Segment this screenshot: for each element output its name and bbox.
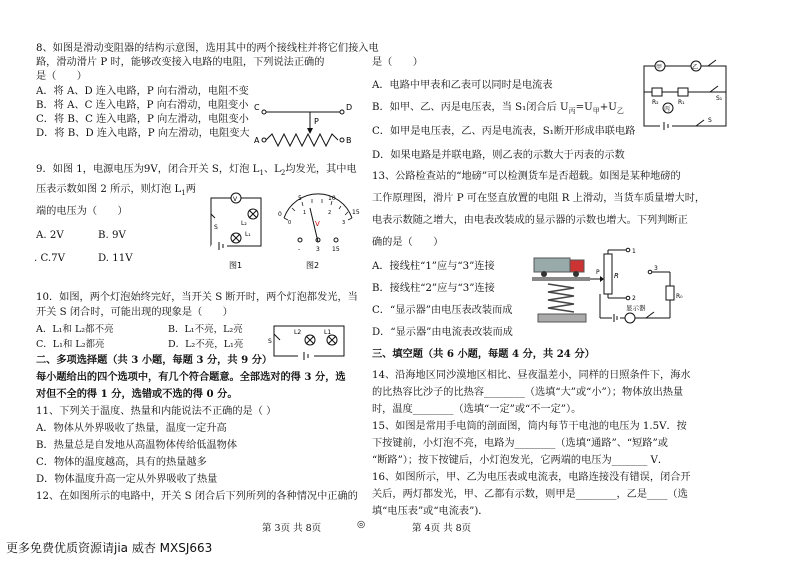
scale2-1: 1 <box>303 210 307 216</box>
q12-option-d: D．如果电路是并联电路，则乙表的示数大于丙表的示数 <box>372 150 625 161</box>
meter-unit-v: V <box>315 220 320 228</box>
q10-option-a: A．L₁和 L₂都不亮 <box>36 324 114 335</box>
s1-label: S₁ <box>716 95 723 102</box>
q13-line-2: 工作原理图，滑片 P 可在竖直放置的电阻 R 上滑动，当货车质量增大时， <box>372 193 706 204</box>
q11-option-a: A．物体从外界吸收了热量，温度一定升高 <box>36 423 227 434</box>
section3-heading: 三、填空题（共 6 小题，每题 4 分，共 24 分） <box>372 348 595 360</box>
q12-option-b: B．如甲、乙、丙是电压表，当 S₁闭合后 $U_丙=U_甲+U_乙$ <box>372 102 624 116</box>
r2-label: R₂ <box>652 99 659 106</box>
q9-option-a: A. 2V <box>36 230 64 241</box>
q16-line-3: 填“电压表”或“电流表”)． <box>372 506 489 517</box>
q13-option-b: B．接线柱“2”应与“3”连接 <box>372 283 495 294</box>
q13-line-1: 13、公路检查站的“地磅”可以检测货车是否超载。如图是某种地磅的 <box>372 171 681 182</box>
meter-yi: 乙 <box>692 64 699 71</box>
q13-option-c: C．“显示器”由电压表改装而成 <box>372 305 513 316</box>
q10-circuit-figure <box>270 320 350 362</box>
q13-option-a: A．接线柱“1”应与“3”连接 <box>372 261 495 272</box>
scale-0: 0 <box>278 211 282 218</box>
terminal-15: 15 <box>332 246 340 253</box>
q10-l1-label: L1 <box>324 329 332 336</box>
rheostat-label-c: C <box>254 103 260 112</box>
q13-line-4: 确的是（ ） <box>372 237 444 248</box>
section2-heading: 二、多项选择题（共 3 小题，每题 3 分，共 9 分） <box>36 354 273 366</box>
slider-p-label: P <box>596 269 600 276</box>
q8-line-2: 路，滑动滑片 P 时，能够改变接入电路的电阻，下列说法正确的 <box>36 57 325 68</box>
q8-line-3: 是（ ） <box>36 71 87 82</box>
q13-option-d: D．“显示器”由电流表改装而成 <box>372 327 513 338</box>
q8-rheostat-figure <box>254 98 353 150</box>
s-label: S <box>708 117 712 124</box>
section2-instructions-2: 对但不全的得 1 分，选错或不选的得 0 分。 <box>36 388 238 400</box>
display-label: 显示器 <box>626 304 646 312</box>
q8-option-c: C．将 B、C 连入电路，P 向左滑动，电阻变小 <box>36 114 249 125</box>
q11-option-c: C．物体的温度越高，具有的热量越多 <box>36 457 207 468</box>
resistor-r-label: R <box>614 272 619 280</box>
r1-label: R₁ <box>678 99 685 106</box>
scale-10: 10 <box>328 195 336 202</box>
binding-symbol: ◎ <box>357 519 366 530</box>
q8-option-a: A．将 A、D 连入电路，P 向右滑动，电阻不变 <box>36 86 249 97</box>
lamp-l2-label: L₂ <box>241 220 247 227</box>
fig2-caption: 图2 <box>306 261 320 270</box>
switch-s-label: S <box>214 224 218 231</box>
section2-instructions-1: 每小题给出的四个选项中，有几个符合题意。全部选对的得 3 分，选 <box>36 371 346 383</box>
q11-stem: 11、下列关于温度、热量和内能说法不正确的是（ ） <box>36 406 277 417</box>
q12-option-c: C．如甲是电压表，乙、丙是电流表，S₁断开形成串联电路 <box>372 126 636 137</box>
q16-line-1: 16、如图所示，甲、乙为电压表或电流表，电路连接没有错误，闭合开 <box>372 472 691 483</box>
lamp-l1-label: L₁ <box>245 231 251 238</box>
q9-option-c: . C.7V <box>34 253 65 264</box>
scale-15: 15 <box>352 209 360 216</box>
q9-voltmeter-figure <box>278 194 358 274</box>
q14-line-2: 的比热容比沙子的比热容________（选填“大”或“小”）；物体放出热量 <box>372 387 684 398</box>
q12-circuit-figure <box>638 56 738 132</box>
q9-line-2: 压表示数如图 2 所示，则灯泡 $L_1$两 <box>36 184 196 198</box>
q10-s-label: S <box>268 338 272 345</box>
q10-option-b: B．L₁不亮，L₂亮 <box>168 324 243 335</box>
rheostat-label-b: B <box>346 136 352 145</box>
q12-stem-continued: 是（ ） <box>372 57 423 68</box>
terminal-2: 2 <box>632 295 636 302</box>
rheostat-label-d: D <box>346 103 353 112</box>
scale-5: 5 <box>298 195 302 202</box>
page-number-3: 第 3页 共 8页 <box>262 523 322 534</box>
terminal-3: 3 <box>316 246 320 253</box>
q15-line-3: “断路”）；按下按键后，小灯泡发光，它两端的电压为_______ V． <box>372 455 669 466</box>
q10-l2-label: L2 <box>294 329 302 336</box>
page-number-4: 第 4页 共 8页 <box>412 523 472 534</box>
rheostat-label-a: A <box>254 136 260 145</box>
voltmeter-label: V <box>233 196 238 203</box>
q10-line-1: 10．如图，两个灯泡始终完好，当开关 S 断开时，两个灯泡都发光，当 <box>36 292 358 303</box>
q11-option-d: D．物体温度升高一定从外界吸收了热量 <box>36 474 218 485</box>
meter-bing: 丙 <box>664 106 671 113</box>
q9-line-3: 端的电压为（ ） <box>36 206 128 217</box>
q8-option-b: B．将 A、C 连入电路，P 向右滑动，电阻变小 <box>36 100 249 111</box>
q8-line-1: 8、如图是滑动变阻器的结构示意图，选用其中的两个接线柱并将它们接入电 <box>36 43 379 54</box>
scale2-3: 3 <box>342 220 346 226</box>
q8-option-d: D．将 B、D 连入电路，P 向左滑动，电阻变大 <box>36 128 250 139</box>
q13-weighbridge-figure <box>530 248 696 330</box>
q16-line-2: 关后，两灯都发光，甲、乙都有示数，则甲是________，乙是____（选 <box>372 489 688 500</box>
rheostat-label-p: P <box>314 117 319 126</box>
meter-jia: 甲 <box>656 64 663 71</box>
q9-option-d: D. 11V <box>98 253 133 264</box>
q10-option-d: D．L₂不亮，L₁亮 <box>168 339 244 350</box>
scale2-0: 0 <box>288 220 292 226</box>
footer-ad-text: 更多免费优质资源请jia 威杏 MXSJ663 <box>6 541 213 555</box>
q13-line-3: 电表示数随之增大，由电表改装成的显示器的示数也增大。下列判断正 <box>372 215 688 226</box>
terminal-1: 1 <box>632 248 636 255</box>
r0-label: R₀ <box>676 293 683 300</box>
terminal-neg: - <box>298 246 301 253</box>
q14-line-1: 14、沿海地区同沙漠地区相比、昼夜温差小，同样的日照条件下，海水 <box>372 370 691 381</box>
q12-option-a: A．电路中甲表和乙表可以同时是电流表 <box>372 80 553 91</box>
q9-option-b: B. 9V <box>98 230 126 241</box>
terminal-3-label: 3 <box>654 265 658 272</box>
scale2-2: 2 <box>328 210 332 216</box>
q15-line-2: 下按键前，小灯泡不亮，电路为________（选填“通路”、“短路”或 <box>372 438 668 449</box>
q12-stem: 12、在如图所示的电路中，开关 S 闭合后下列所列的各种情况中正确的 <box>36 491 358 502</box>
q15-line-1: 15、如图是常用手电筒的剖面图，筒内每节干电池的电压为 1.5V．按 <box>372 421 687 432</box>
q14-line-3: 时，温度________（选填“一定”或“不一定”）。 <box>372 404 582 415</box>
q11-option-b: B．热量总是自发地从高温物体传给低温物体 <box>36 440 238 451</box>
q9-circuit-figure <box>205 192 269 272</box>
q9-line-1: 9．如图 1，电源电压为9V，闭合开关 S，灯泡 $L_1$、$L_2$均发光，其中电 <box>36 164 357 178</box>
fig1-caption: 图1 <box>229 261 243 270</box>
q10-line-2: 开关 S 闭合时，可能出现的现象是（ ） <box>36 307 233 318</box>
q10-option-c: C．L₁和 L₂都亮 <box>36 339 105 350</box>
